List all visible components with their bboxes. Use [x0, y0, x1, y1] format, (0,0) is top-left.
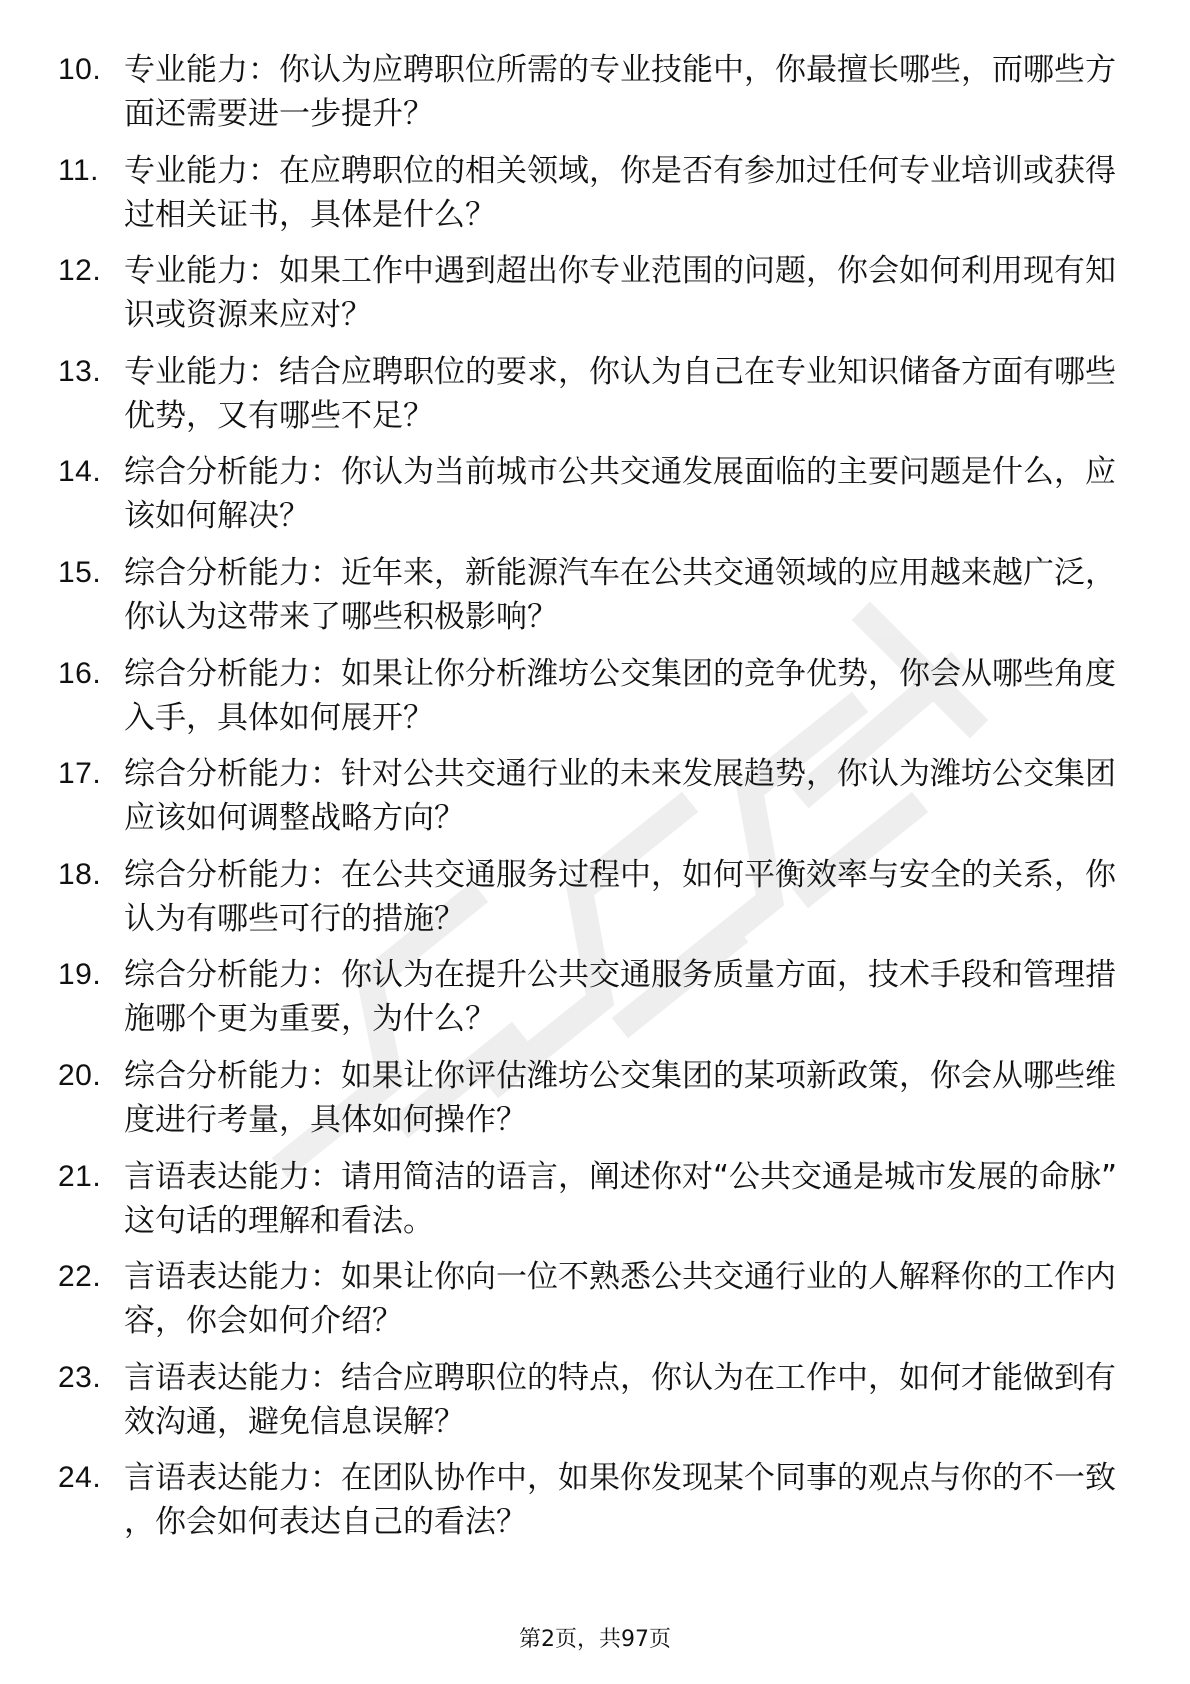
question-item	[58, 450, 1138, 538]
question-text: 综合分析能力：你认为在提升公共交通服务质量方面，技术手段和管理措施哪个更为重要，为什么？	[124, 957, 1116, 1038]
question-number: 18.	[58, 857, 102, 891]
question-text: 综合分析能力：针对公共交通行业的未来发展趋势，你认为潍坊公交集团应该如何调整战略方向？	[124, 756, 1116, 837]
question-text: 综合分析能力：在公共交通服务过程中，如何平衡效率与安全的关系，你认为有哪些可行的措施？	[124, 856, 1116, 937]
question-item	[58, 48, 1138, 136]
page-footer	[0, 1625, 1190, 1655]
question-item	[58, 1255, 1138, 1343]
question-number: 20.	[58, 1058, 102, 1092]
question-text: 专业能力：结合应聘职位的要求，你认为自己在专业知识储备方面有哪些优势，又有哪些不足？	[124, 353, 1116, 434]
question-number: 12.	[58, 254, 102, 288]
question-number: 19.	[58, 958, 102, 992]
question-number: 23.	[58, 1360, 102, 1394]
question-item	[58, 1155, 1138, 1243]
question-item	[58, 1456, 1138, 1544]
page-number-label: 第2页，共97页	[519, 1627, 671, 1652]
question-item	[58, 1054, 1138, 1142]
question-text: 综合分析能力：你认为当前城市公共交通发展面临的主要问题是什么，应该如何解决？	[124, 454, 1116, 535]
question-text: 言语表达能力：如果让你向一位不熟悉公共交通行业的人解释你的工作内容，你会如何介绍？	[124, 1259, 1116, 1340]
question-item	[58, 149, 1138, 237]
question-item	[58, 853, 1138, 941]
question-number: 11.	[58, 153, 99, 187]
question-item	[58, 752, 1138, 840]
question-text: 综合分析能力：如果让你分析潍坊公交集团的竞争优势，你会从哪些角度入手，具体如何展开？	[124, 655, 1116, 736]
question-item	[58, 249, 1138, 337]
question-number: 10.	[58, 53, 102, 86]
question-item	[58, 350, 1138, 438]
question-number: 22.	[58, 1260, 102, 1294]
question-text: 综合分析能力：如果让你评估潍坊公交集团的某项新政策，你会从哪些维度进行考量，具体如何操作？	[124, 1057, 1116, 1138]
question-text: 专业能力：在应聘职位的相关领域，你是否有参加过任何专业培训或获得过相关证书，具体是什么？	[124, 152, 1116, 233]
question-number: 24.	[58, 1461, 102, 1495]
question-item	[58, 652, 1138, 740]
question-text: 专业能力：你认为应聘职位所需的专业技能中，你最擅长哪些，而哪些方面还需要进一步提升？	[124, 52, 1116, 132]
question-list	[58, 48, 1138, 1557]
question-text: 综合分析能力：近年来，新能源汽车在公共交通领域的应用越来越广泛，你认为这带来了哪些积极影响？	[124, 554, 1116, 635]
question-number: 16.	[58, 656, 102, 690]
question-number: 13.	[58, 354, 102, 388]
question-number: 15.	[58, 555, 102, 589]
question-number: 17.	[58, 757, 102, 791]
question-text: 专业能力：如果工作中遇到超出你专业范围的问题，你会如何利用现有知识或资源来应对？	[124, 253, 1116, 334]
question-text: 言语表达能力：结合应聘职位的特点，你认为在工作中，如何才能做到有效沟通，避免信息误解？	[124, 1359, 1116, 1440]
question-text: 言语表达能力：在团队协作中，如果你发现某个同事的观点与你的不一致，你会如何表达自己的看法？	[124, 1460, 1116, 1541]
question-number: 14.	[58, 455, 102, 489]
question-text: 言语表达能力：请用简洁的语言，阐述你对“公共交通是城市发展的命脉”这句话的理解和看法。	[124, 1158, 1118, 1239]
question-number: 21.	[58, 1159, 102, 1193]
question-item	[58, 551, 1138, 639]
question-item	[58, 1356, 1138, 1444]
question-item	[58, 953, 1138, 1041]
